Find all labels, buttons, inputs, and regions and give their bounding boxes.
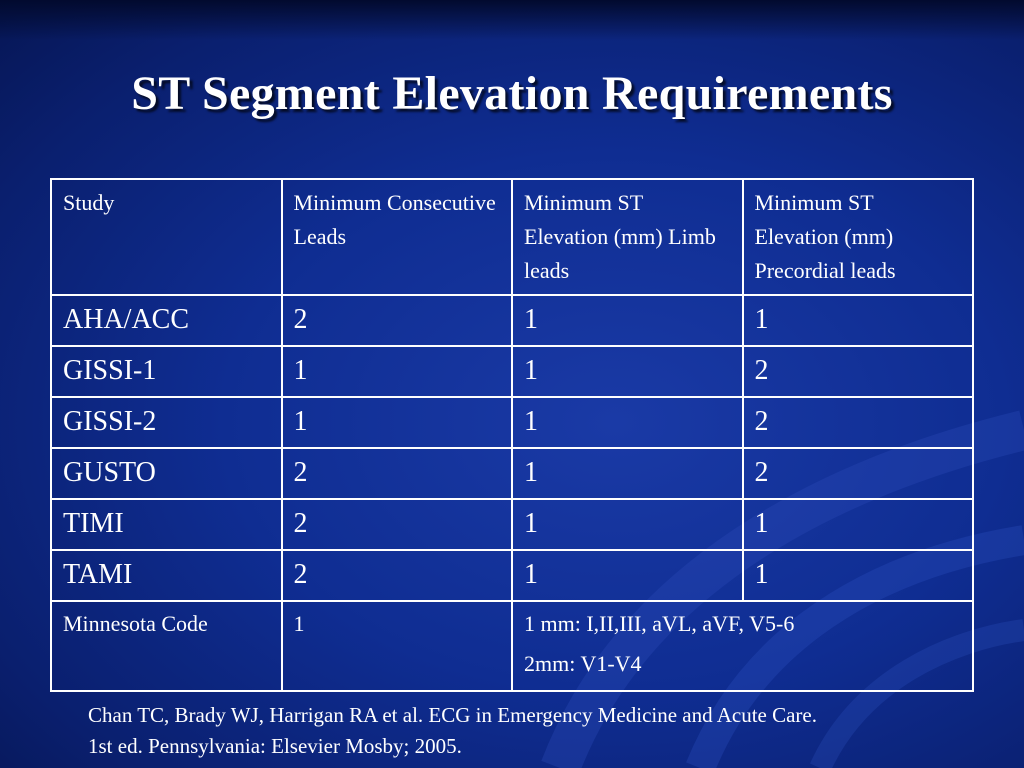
cell-limb: 1 <box>512 550 743 601</box>
cell-leads: 2 <box>282 448 513 499</box>
cell-limb: 1 <box>512 346 743 397</box>
citation-line-2: 1st ed. Pennsylvania: Elsevier Mosby; 2005. <box>88 734 462 758</box>
cell-study: TAMI <box>51 550 282 601</box>
cell-elevation-merged <box>512 601 973 691</box>
table-row <box>51 550 973 601</box>
cell-precordial: 1 <box>743 295 974 346</box>
cell-precordial: 1 <box>743 550 974 601</box>
cell-leads: 1 <box>282 601 513 691</box>
cell-study: TIMI <box>51 499 282 550</box>
table-row <box>51 346 973 397</box>
cell-precordial: 2 <box>743 397 974 448</box>
cell-limb: 1 <box>512 499 743 550</box>
cell-study: Minnesota Code <box>51 601 282 691</box>
header-min-st-limb-leads: Minimum ST Elevation (mm) Limb leads <box>512 179 743 295</box>
cell-study: AHA/ACC <box>51 295 282 346</box>
elevation-line-1: 1 mm: I,II,III, aVL, aVF, V5-6 <box>524 611 795 636</box>
citation <box>88 700 817 762</box>
cell-precordial: 1 <box>743 499 974 550</box>
cell-study: GISSI-1 <box>51 346 282 397</box>
cell-study: GUSTO <box>51 448 282 499</box>
elevation-line-2: 2mm: V1-V4 <box>524 651 642 676</box>
cell-limb: 1 <box>512 295 743 346</box>
table-row <box>51 448 973 499</box>
header-min-st-precordial-leads: Minimum ST Elevation (mm) Precordial leads <box>743 179 974 295</box>
cell-leads: 2 <box>282 295 513 346</box>
table-row-minnesota <box>51 601 973 691</box>
table-row <box>51 295 973 346</box>
slide-title: ST Segment Elevation Requirements <box>131 67 893 120</box>
cell-leads: 1 <box>282 346 513 397</box>
table-row <box>51 397 973 448</box>
cell-limb: 1 <box>512 448 743 499</box>
table-row <box>51 499 973 550</box>
st-elevation-table <box>50 178 974 692</box>
cell-leads: 2 <box>282 499 513 550</box>
table-header-row <box>51 179 973 295</box>
cell-leads: 2 <box>282 550 513 601</box>
cell-limb: 1 <box>512 397 743 448</box>
header-min-consecutive-leads: Minimum Consecutive Leads <box>282 179 513 295</box>
cell-study: GISSI-2 <box>51 397 282 448</box>
header-study: Study <box>51 179 282 295</box>
citation-line-1: Chan TC, Brady WJ, Harrigan RA et al. ECG in Emergency Medicine and Acute Care. <box>88 703 817 727</box>
cell-precordial: 2 <box>743 346 974 397</box>
cell-leads: 1 <box>282 397 513 448</box>
cell-precordial: 2 <box>743 448 974 499</box>
